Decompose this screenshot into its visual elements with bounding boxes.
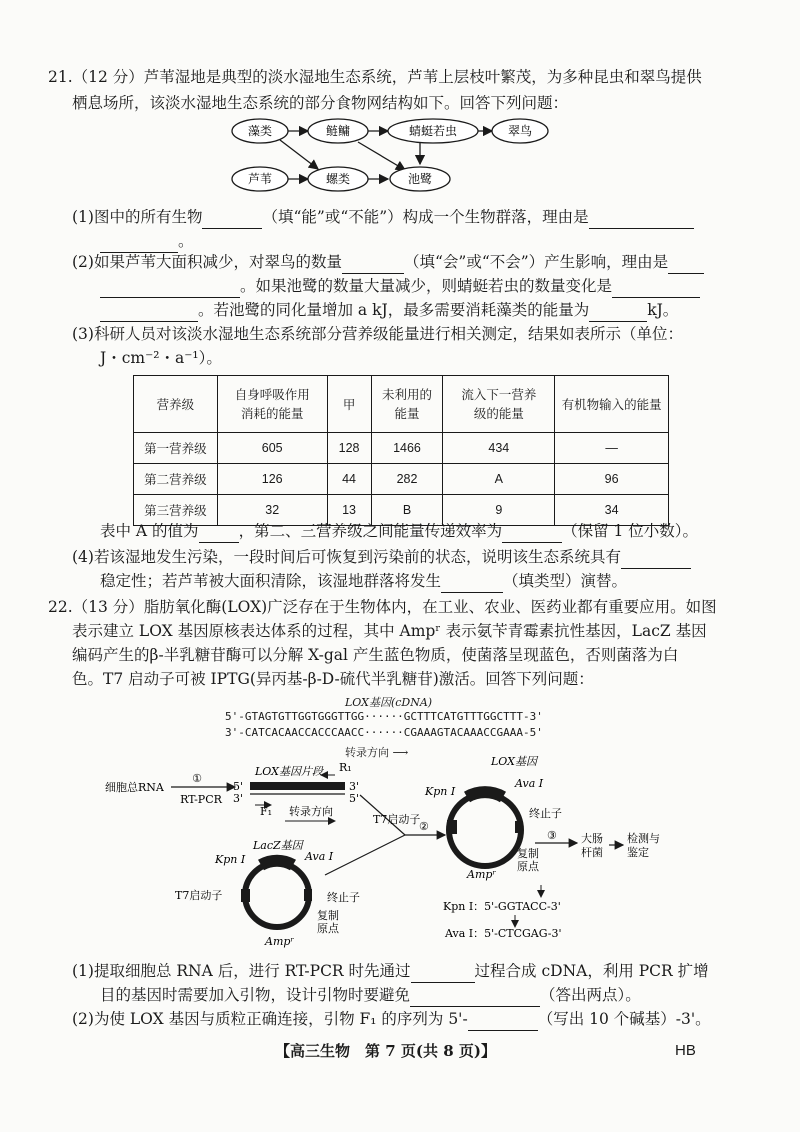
node-snail-label: 螺类 — [325, 172, 351, 186]
q21-intro-line1: 21.（12 分）芦苇湿地是典型的淡水湿地生态系统，芦苇上层枝叶繁茂，为多种昆虫和翠鸟提供 — [48, 68, 702, 86]
label-kpn-site: Kpn Ⅰ：5'-GGTACC-3' — [443, 900, 561, 913]
table-header-cell: 流入下一营养 级的能量 — [443, 376, 555, 433]
node-algae-label: 藻类 — [247, 124, 273, 138]
node-pond-heron-label: 池鹭 — [407, 172, 433, 186]
table-row — [134, 464, 669, 495]
table-cell: 第三营养级 — [134, 495, 218, 526]
table-cell: 128 — [327, 433, 371, 464]
label-kpn-vector: Kpn Ⅰ — [215, 853, 246, 866]
vector-t7-block — [241, 889, 250, 902]
label-ava-site: Ava Ⅰ：5'-CTCGAG-3' — [445, 927, 562, 940]
label-fragment-direction: 转录方向 — [289, 805, 333, 818]
answer-blank-q21-4a[interactable] — [621, 546, 691, 569]
q22-p2-text-a: (2)为使 LOX 基因与质粒正确连接，引物 F₁ 的序列为 5'- — [72, 1010, 468, 1028]
q21-part3-line1: (3)科研人员对该淡水湿地生态系统部分营养级能量进行相关测定，结果如表所示（单位： — [72, 325, 683, 343]
q22-p1-text-a: (1)提取细胞总 RNA 后，进行 RT-PCR 时先通过 — [72, 962, 411, 980]
table-cell: 605 — [217, 433, 327, 464]
answer-blank-q22-1b[interactable] — [410, 984, 540, 1007]
energy-table — [133, 375, 669, 526]
label-total-rna: 细胞总RNA — [105, 781, 164, 794]
label-primer-r1: R₁ — [339, 761, 352, 774]
answer-blank-q21-2c[interactable] — [100, 275, 240, 298]
table-cell: B — [371, 495, 443, 526]
arrow-algae-snail — [280, 140, 318, 169]
answer-blank-q21-2e[interactable] — [100, 299, 198, 322]
label-amp-recombinant: Ampʳ — [467, 868, 497, 881]
table-header-cell: 甲 — [327, 376, 371, 433]
q21-p2-text-d: 。若池鹭的同化量增加 a kJ，最多需要消耗藻类的能量为 — [198, 301, 590, 319]
answer-blank-q21-2a[interactable] — [342, 251, 404, 274]
label-step3: ③ — [547, 829, 557, 842]
dna-strand-top: 5'-GTAGTGTTGGTGGGTTGG······GCTTTCATGTTTGGCTTT-3' — [225, 710, 543, 723]
transcription-direction-label: 转录方向 ⟶ — [345, 746, 409, 759]
answer-blank-q21-1c[interactable] — [100, 230, 178, 253]
q22-p2-text-b: （写出 10 个碱基）-3'。 — [537, 1010, 711, 1028]
table-header-cell: 未利用的 能量 — [371, 376, 443, 433]
q21-p2-text-a: (2)如果芦苇大面积减少，对翠鸟的数量 — [72, 253, 342, 271]
q22-part2-line1 — [72, 1008, 711, 1031]
label-step1: ① — [192, 772, 202, 785]
page-footer: 【高三生物 第 7 页(共 8 页)】 — [275, 1042, 496, 1060]
q22-part1-line2 — [100, 984, 641, 1007]
q22-intro-line3: 编码产生的β-半乳糖苷酶可以分解 X-gal 产生蓝色物质，使菌落呈现蓝色，否则菌落为白 — [72, 646, 679, 664]
table-cell: 44 — [327, 464, 371, 495]
table-cell: 第一营养级 — [134, 433, 218, 464]
q21-p4-text-b: 稳定性；若芦苇被大面积清除，该湿地群落将发生 — [100, 572, 442, 590]
q21-p2-text-b: （填“会”或“不会”）产生影响，理由是 — [403, 253, 669, 271]
line-vector-to-ligation — [325, 835, 405, 875]
gene-title: LOX基因(cDNA) — [345, 696, 433, 709]
label-ori-vector-1: 复制 — [317, 909, 339, 922]
recombinant-plasmid — [449, 794, 521, 866]
q22-p1-text-c: 目的基因时需要加入引物，设计引物时要避免 — [100, 986, 411, 1004]
answer-blank-q22-1a[interactable] — [411, 960, 475, 983]
label-ecoli-1: 大肠 — [581, 832, 603, 845]
answer-blank-q21-2b[interactable] — [668, 251, 704, 274]
q21-part4-line2 — [100, 570, 627, 593]
vector-terminator-block — [304, 889, 312, 901]
q21-part2-line1 — [72, 251, 704, 274]
q21-part3-unit: J・cm⁻²・a⁻¹）。 — [100, 349, 222, 367]
footer-code: HB — [675, 1042, 696, 1059]
vector-plasmid — [245, 863, 309, 927]
label-ori-recombinant-2: 原点 — [517, 860, 539, 873]
table-header-cell: 自身呼吸作用 消耗的能量 — [217, 376, 327, 433]
q21-part3-question — [100, 520, 698, 543]
label-3prime: 3' — [349, 780, 360, 793]
table-header-row — [134, 376, 669, 433]
table-cell: 96 — [555, 464, 669, 495]
answer-blank-q21-4b[interactable] — [441, 570, 503, 593]
label-t7-promoter-recombinant: T7启动子 — [373, 813, 421, 826]
table-cell: 126 — [217, 464, 327, 495]
q22-intro-line2: 表示建立 LOX 基因原核表达体系的过程，其中 Ampʳ 表示氨苄青霉素抗性基因，LacZ 基因 — [72, 622, 707, 640]
dna-strand-bottom: 3'-CATCACAACCACCCAACC······CGAAAGTACAAACCGAAA-5' — [225, 726, 543, 739]
label-terminator-recombinant: 终止子 — [529, 807, 562, 820]
food-web-diagram — [230, 112, 550, 200]
recombinant-t7-block — [447, 820, 457, 834]
table-cell: 13 — [327, 495, 371, 526]
q21-p3-text-e: （保留 1 位小数）。 — [562, 522, 699, 540]
label-t7-promoter-vector: T7启动子 — [175, 889, 223, 902]
q22-p1-text-d: （答出两点）。 — [540, 986, 641, 1004]
label-ori-recombinant-1: 复制 — [517, 847, 539, 860]
label-lacz-gene: LacZ基因 — [253, 839, 303, 852]
table-row — [134, 433, 669, 464]
table-cell: 282 — [371, 464, 443, 495]
q21-intro-line2: 栖息场所，该淡水湿地生态系统的部分食物网结构如下。回答下列问题： — [72, 94, 569, 112]
table-cell: 34 — [555, 495, 669, 526]
answer-blank-q21-2d[interactable] — [612, 275, 700, 298]
label-amp-vector: Ampʳ — [265, 935, 295, 948]
q21-part2-line3 — [100, 299, 678, 322]
answer-blank-q21-1b[interactable] — [589, 206, 694, 229]
q21-p1-text-a: (1)图中的所有生物 — [72, 208, 203, 226]
q21-part1 — [72, 206, 694, 229]
q21-p1-text-b: （填“能”或“不能”）构成一个生物群落，理由是 — [262, 208, 589, 226]
table-cell: — — [555, 433, 669, 464]
q22-intro-line4: 色。T7 启动子可被 IPTG(异丙基-β-D-硫代半乳糖苷)激活。回答下列问题： — [72, 670, 594, 688]
label-ori-vector-2: 原点 — [317, 922, 339, 935]
q22-part1-line1 — [72, 960, 709, 983]
table-cell: A — [443, 464, 555, 495]
label-rt-pcr: RT-PCR — [180, 793, 222, 806]
table-cell: 1466 — [371, 433, 443, 464]
label-primer-f1: F₁ — [260, 805, 273, 818]
label-lox-fragment: LOX基因片段 — [255, 765, 323, 778]
label-ava-recombinant: Ava Ⅰ — [515, 777, 544, 790]
q21-part4-line1 — [72, 546, 691, 569]
q21-p3-text-d: ，第二、三营养级之间能量传递效率为 — [238, 522, 503, 540]
label-step2: ② — [419, 820, 429, 833]
label-terminator-vector: 终止子 — [327, 891, 360, 904]
label-detection-1: 检测与 — [627, 832, 660, 845]
label-5prime-bottom: 5' — [349, 792, 360, 805]
lox-fragment-bar — [250, 782, 345, 790]
q22-intro-line1: 22.（13 分）脂肪氧化酶(LOX)广泛存在于生物体内，在工业、农业、医药业都有重要应用。如图 — [48, 598, 717, 616]
answer-blank-q22-2a[interactable] — [468, 1008, 538, 1031]
label-5prime: 5' — [233, 780, 244, 793]
table-header-cell: 有机物输入的能量 — [555, 376, 669, 433]
node-silvercarp-label: 鲢鳙 — [325, 124, 351, 138]
node-dragonfly-nymph-label: 蜻蜓若虫 — [408, 124, 458, 138]
q21-p1-end: 。 — [178, 232, 194, 250]
node-kingfisher-label: 翠鸟 — [507, 124, 533, 138]
arrow-silvercarp-heron — [358, 142, 405, 170]
label-ecoli-2: 杆菌 — [581, 846, 603, 859]
q21-p4-text-c: （填类型）演替。 — [503, 572, 628, 590]
node-reed-label: 芦苇 — [247, 172, 273, 186]
answer-blank-q21-1a[interactable] — [202, 206, 262, 229]
vector-lacz-segment — [261, 861, 293, 865]
recombinant-lox-segment — [467, 792, 503, 797]
recombinant-terminator-block — [515, 821, 523, 833]
label-3prime-bottom: 3' — [233, 792, 244, 805]
q21-p4-text-a: (4)若该湿地发生污染，一段时间后可恢复到污染前的状态，说明该生态系统具有 — [72, 548, 621, 566]
label-lox-gene-plasmid: LOX基因 — [491, 755, 537, 768]
answer-blank-q21-3a[interactable] — [199, 520, 239, 543]
q21-part2-line2 — [100, 275, 700, 298]
q21-p2-text-c: 。如果池鹭的数量大量减少，则蜻蜓若虫的数量变化是 — [240, 277, 613, 295]
answer-blank-q21-3b[interactable] — [502, 520, 562, 543]
answer-blank-q21-2f[interactable] — [589, 299, 647, 322]
table-cell: 434 — [443, 433, 555, 464]
q21-part1-cont — [100, 230, 194, 253]
q21-p3-text-c: 表中 A 的值为 — [100, 522, 199, 540]
table-cell: 32 — [217, 495, 327, 526]
label-kpn-recombinant: Kpn Ⅰ — [425, 785, 456, 798]
plasmid-construction-diagram — [95, 735, 695, 950]
label-ava-vector: Ava Ⅰ — [305, 850, 334, 863]
table-cell: 9 — [443, 495, 555, 526]
q22-p1-text-b: 过程合成 cDNA，利用 PCR 扩增 — [474, 962, 709, 980]
label-detection-2: 鉴定 — [627, 846, 649, 859]
table-header-cell: 营养级 — [134, 376, 218, 433]
table-cell: 第二营养级 — [134, 464, 218, 495]
q21-p2-text-e: kJ。 — [647, 301, 679, 319]
